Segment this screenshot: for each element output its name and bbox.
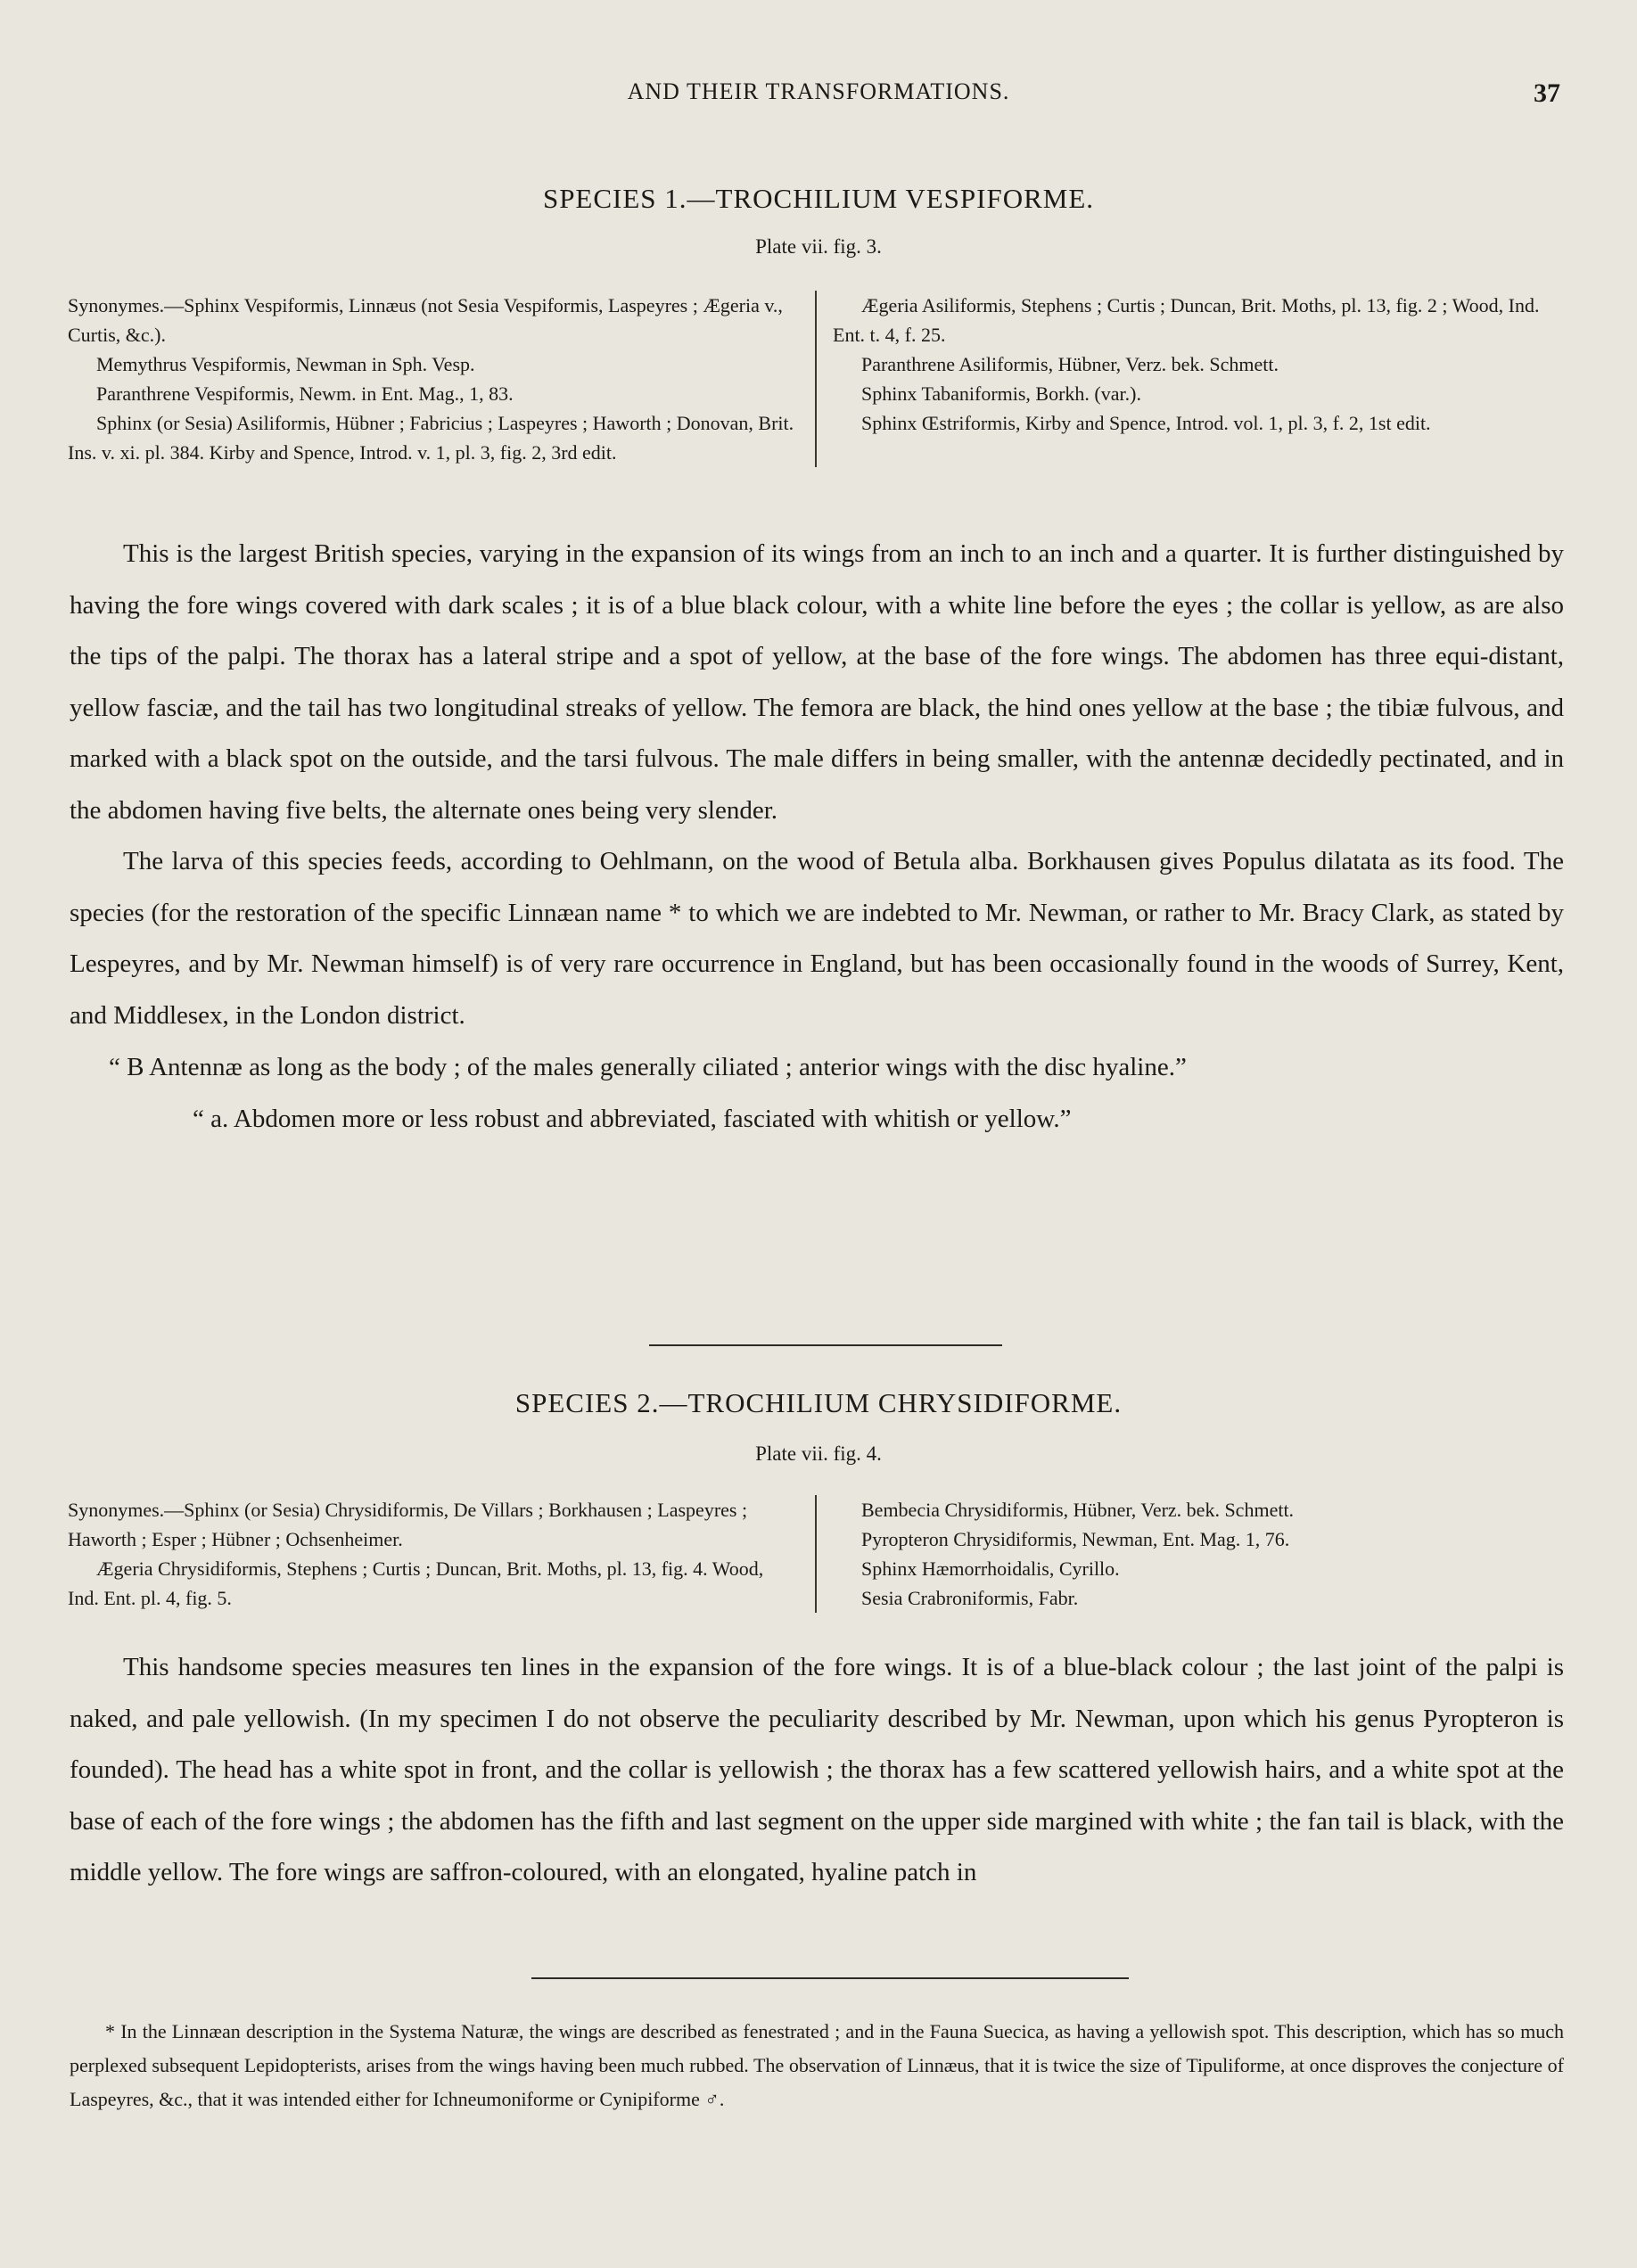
species-1-synonyms (68, 291, 1566, 467)
synonyms-left-column (68, 1495, 817, 1613)
synonym-entry: Sphinx Hæmorrhoidalis, Cyrillo. (861, 1557, 1120, 1580)
species-1-title: SPECIES 1.—TROCHILIUM VESPIFORME. (542, 183, 1095, 214)
species-2-description (70, 1642, 1564, 1899)
synonyms-right-column (817, 1495, 1546, 1613)
synonym-entry: Ægeria Asiliformis, Stephens ; Curtis ; Duncan, Brit. Moths, pl. 13, fig. 2 ; Wood, Ind. Ent. t. 4, f. 25. (833, 294, 1540, 346)
footnote (70, 2015, 1564, 2116)
footnote-text: * In the Linnæan description in the Systema Naturæ, the wings are described as fenestrated ; and in the Fauna Suecica, as having a yellowish spot. This description, which has so much perplexed subsequent Lepidopterists, arises from the wings having been much rubbed. The observation of Linnæus, that it is twice the size of Tipuliforme, at once disproves the conjecture of Laspeyres, &c., that it was intended either for Ichneumoniforme or Cynipiforme ♂. (70, 2020, 1564, 2110)
synonym-entry: Ægeria Chrysidiformis, Stephens ; Curtis ; Duncan, Brit. Moths, pl. 13, fig. 4. Wood, Ind. Ent. pl. 4, fig. 5. (68, 1557, 764, 1609)
species-2-title: SPECIES 2.—TROCHILIUM CHRYSIDIFORME. (514, 1387, 1123, 1418)
synonym-entry: Sphinx Œstriformis, Kirby and Spence, Introd. vol. 1, pl. 3, f. 2, 1st edit. (861, 412, 1431, 434)
synonym-entry: Sphinx (or Sesia) Asiliformis, Hübner ; Fabricius ; Laspeyres ; Haworth ; Donovan, Brit. Ins. v. xi. pl. 384. Kirby and Spence, Introd. v. 1, pl. 3, fig. 2, 3rd edit. (68, 412, 794, 464)
synonym-entry: Bembecia Chrysidiformis, Hübner, Verz. bek. Schmett. (861, 1499, 1295, 1521)
footnote-divider (531, 1977, 1129, 1979)
body-paragraph: This is the largest British species, varying in the expansion of its wings from an inch to an inch and a quarter. It is further distinguished by having the fore wings covered with dark scales ; it is of a blue black colour, with a white line before the eyes ; the collar is yellow, as are also the tips of the palpi. The thorax has a lateral stripe and a spot of yellow, at the base of the fore wings. The abdomen has three equi-distant, yellow fasciæ, and the tail has two longitudinal streaks of yellow. The femora are black, the hind ones yellow at the base ; the tibiæ fulvous, and marked with a black spot on the outside, and the tarsi fulvous. The male differs in being smaller, with the antennæ decidedly pectinated, and in the abdomen having five belts, the alternate ones being very slender. (70, 539, 1564, 825)
running-head: AND THEIR TRANSFORMATIONS. (627, 78, 1010, 104)
body-paragraph: The larva of this species feeds, according to Oehlmann, on the wood of Betula alba. Borkhausen gives Populus dilatata as its food. The species (for the restoration of the specific Linnæan name * to which we are indebted to Mr. Newman, or rather to Mr. Bracy Clark, as stated by Lespeyres, and by Mr. Newman himself) is of very rare occurrence in England, but has been occasionally found in the woods of Surrey, Kent, and Middlesex, in the London district. (70, 847, 1564, 1030)
synonym-entry: Sesia Crabroniformis, Fabr. (861, 1587, 1079, 1609)
body-paragraph: This handsome species measures ten lines in the expansion of the fore wings. It is of a blue-black colour ; the last joint of the palpi is naked, and pale yellowish. (In my specimen I do not observe the peculiarity described by Mr. Newman, upon which his genus Pyropteron is founded). The head has a white spot in front, and the collar is yellowish ; the thorax has a few scattered yellowish hairs, and a white spot at the base of each of the fore wings ; the abdomen has the fifth and last segment on the upper side margined with white ; the fan tail is black, with the middle yellow. The fore wings are saffron-coloured, with an elongated, hyaline patch in (70, 1653, 1564, 1886)
synonym-entry: Pyropteron Chrysidiformis, Newman, Ent. Mag. 1, 76. (861, 1528, 1290, 1550)
species-1-description (70, 529, 1564, 1145)
species-1-plate: Plate vii. fig. 3. (755, 235, 882, 258)
synonym-entry: Synonymes.—Sphinx (or Sesia) Chrysidiformis, De Villars ; Borkhausen ; Laspeyres ; Haworth ; Esper ; Hübner ; Ochsenheimer. (68, 1499, 748, 1550)
species-2-plate: Plate vii. fig. 4. (755, 1442, 882, 1465)
synonym-entry: Synonymes.—Sphinx Vespiformis, Linnæus (not Sesia Vespiformis, Laspeyres ; Ægeria v., Curtis, &c.). (68, 294, 783, 346)
quote-a: “ a. Abdomen more or less robust and abbreviated, fasciated with whitish or yellow.” (193, 1105, 1072, 1133)
synonym-entry: Paranthrene Vespiformis, Newm. in Ent. Mag., 1, 83. (96, 382, 514, 405)
synonym-entry: Memythrus Vespiformis, Newman in Sph. Vesp. (96, 353, 475, 375)
synonyms-right-column (817, 291, 1546, 467)
quote-b: “ B Antennæ as long as the body ; of the males generally ciliated ; anterior wings with the disc hyaline.” (109, 1053, 1187, 1081)
species-2-synonyms (68, 1495, 1566, 1613)
synonym-entry: Paranthrene Asiliformis, Hübner, Verz. bek. Schmett. (861, 353, 1279, 375)
page-number: 37 (1534, 78, 1560, 108)
section-divider (649, 1344, 1002, 1346)
synonyms-left-column (68, 291, 817, 467)
synonym-entry: Sphinx Tabaniformis, Borkh. (var.). (861, 382, 1141, 405)
